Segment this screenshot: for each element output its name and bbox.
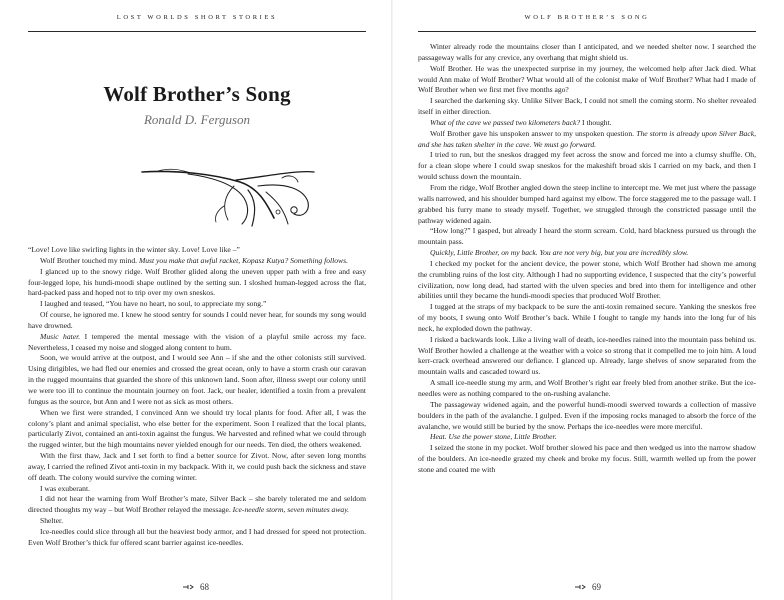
italic-run: Ice-needle storm, seven minutes away.: [232, 505, 350, 515]
italic-run: Must you make that awful racket, Kopasz Kutya? Something follows.: [138, 255, 348, 265]
paragraph: [418, 259, 756, 302]
text-run: Ice-needles could slice through all but the heaviest body armor, and I had dressed for speed not protection. Even Wolf Brother’s thick fur offered scant barrier against ice-needles.: [28, 526, 366, 547]
flourish-ornament: [138, 166, 318, 228]
paragraph: [28, 516, 366, 527]
text-run: I risked a backwards look. Like a living wall of death, ice-needles rained into the mountain pass behind us. Wolf Brother howled a challenge at the weather with a voice so strong that it compelled me to join him. A loud kerr-crack overhead answered our defiance. I glanced up. Already, large shelves of snow separated from the mountain walls and cascaded toward us.: [418, 334, 756, 377]
paragraph: [418, 335, 756, 378]
text-run: I tried to run, but the sneskos dragged my feet across the snow and forced me into a clumsy shuffle. Oh, for a clean slope where I could swap sneskos for the makeshift broad skis I carried on my back, and then I would schuss down the mountain.: [418, 150, 756, 182]
italic-run: Quickly, Little Brother, on my back. You are not very big, but you are incredibly slow.: [430, 248, 689, 258]
paragraph: [418, 443, 756, 476]
text-run: I seized the stone in my pocket. Wolf brother slowed his pace and then wedged us into the narrow shadow of the boulders. An ice-needle grazed my cheek and broke my focus. Still, warmth welled up from the power stone and coated me with: [418, 443, 756, 474]
paragraph: [418, 183, 756, 226]
text-run: I tugged at the straps of my backpack to be sure the anti-toxin remained secure. Yanking the sneskos free of my boots, I swung onto Wolf Brother’s back. While I fought to tangle my hands into the long fur of his neck, he exploded down the pathway.: [418, 302, 756, 333]
page-footer-left: [0, 582, 392, 592]
paragraph: [418, 150, 756, 183]
text-run: “How long?” I gasped, but already I heard the storm scream. Cold, hard blackness pursued us through the mountain pass.: [418, 226, 756, 247]
paragraph: [28, 484, 366, 495]
paragraph: [418, 226, 756, 248]
title-block: [28, 82, 366, 227]
paragraph: [28, 527, 366, 549]
page-number-left: 68: [200, 582, 209, 592]
paragraph: [28, 353, 366, 407]
paragraph: [28, 245, 366, 256]
right-page: [392, 0, 784, 600]
paragraph: [28, 256, 366, 267]
text-run: Winter already rode the mountains closer than I anticipated, and we needed shelter now. I searched the passageway walls for any crevice, any overhang that might shield us.: [418, 42, 756, 62]
italic-run: Music hater.: [40, 331, 81, 341]
paragraph: [418, 248, 756, 259]
body-text-left: [28, 245, 366, 549]
fleuron-icon: [183, 584, 195, 590]
text-run: I laughed and teased, “You have no heart, no soul, to appreciate my song.”: [40, 299, 267, 309]
italic-run: Heat. Use the power stone, Little Brother.: [430, 432, 557, 442]
paragraph: [28, 310, 366, 332]
running-head-left: LOST WORLDS SHORT STORIES: [116, 14, 278, 21]
header-rule-right: [418, 31, 756, 32]
text-run: I glanced up to the snowy ridge. Wolf Brother glided along the uneven upper path with a free and easy four-legged lope, his hundi-moodi shape outlined by the setting sun. I sloshed human-legged across the flat, hard-packed pass and hoped not to trip over my own sneskos.: [28, 266, 366, 298]
text-run: Soon, we would arrive at the outpost, and I would see Ann – if she and the other colonists still survived. Using dirigibles, we had fled our enemies and crossed the great ocean, only to have a storm crash our caravan in the rugged mountains that guarded the shore of this unknown land. Soon after, illness swept our colony until we were too ill to continue the mountain journey on foot. Jack, our healer, identified a toxin from a prevalent fungus as the source, but Ann and I were not as sick as most others.: [28, 353, 366, 406]
text-run: Shelter.: [40, 516, 63, 526]
paragraph: [418, 400, 756, 433]
page-footer-right: [392, 582, 784, 592]
text-run: I did not hear the warning from Wolf Brother’s mate, Silver Back – she barely tolerated me and seldom directed thoughts my way – but Wolf Brother relayed the message.: [28, 494, 366, 515]
text-run: I was exuberant.: [40, 483, 90, 493]
paragraph: [28, 267, 366, 300]
italic-run: What of the cave we passed two kilometers back?: [430, 117, 581, 127]
text-run: “Love! Love like swirling lights in the winter sky. Love! Love like –”: [28, 245, 240, 254]
fleuron-icon: [575, 584, 587, 590]
body-text-right: [418, 42, 756, 476]
paragraph: [418, 64, 756, 97]
text-run: I thought.: [580, 117, 612, 127]
paragraph: [28, 332, 366, 354]
page-number-right: 69: [592, 582, 601, 592]
paragraph: [418, 129, 756, 151]
text-run: The passageway widened again, and the powerful hundi-moodi swerved towards a collection of massive boulders in the path of the avalanche. I gulped. Even if the imposing rocks managed to absorb the force of the avalanche, we would still be buried by the snow. Perhaps the ice-needles were more merciful.: [418, 399, 756, 431]
paragraph: [28, 408, 366, 451]
text-run: A small ice-needle stung my arm, and Wolf Brother’s right ear freely bled from another strike. But the ice-needles were as nothing compared to the on-rushing avalanche.: [418, 378, 756, 398]
paragraph: [418, 96, 756, 118]
paragraph: [418, 118, 756, 129]
text-run: From the ridge, Wolf Brother angled down the steep incline to intercept me. We met just where the passage walls narrowed, and his shoulder bumped hard against my elbow. The force staggered me to the passage wall. I grabbed his furry mane to steady myself. Together, we struggled through the constricted passage until the pathway widened again.: [418, 182, 756, 225]
italic-run: The storm is already upon Silver Back, and she has taken shelter in the cave. We must go forward.: [418, 128, 756, 149]
text-run: Wolf Brother touched my mind.: [40, 255, 139, 265]
header-rule-left: [28, 31, 366, 32]
text-run: With the first thaw, Jack and I set forth to find a better source for Zivot. Now, after seven long months away, I carried the refined Zivot anti-toxin in my backpack. With it, we could push back the sickness and stave off death. The colony would survive the coming winter.: [28, 451, 366, 482]
paragraph: [418, 432, 756, 443]
text-run: When we first were stranded, I convinced Ann we should try local plants for food. After all, I was the colony’s plant and animal specialist, who else better for the experiment. Soon I realized that the local plants, particularly Zivot, contained an anti-toxin against the fungus. We harvested and refined what we could through the rugged winter, but the high mountains never yielded enough for our needs. Ten died, the others weakened.: [28, 407, 366, 450]
story-title: Wolf Brother’s Song: [103, 82, 291, 106]
running-head-right: WOLF BROTHER’S SONG: [524, 14, 650, 21]
paragraph: [418, 302, 756, 335]
paragraph: [418, 42, 756, 64]
text-run: I checked my pocket for the ancient device, the power stone, which Wolf Brother had shown me among the crumbling ruins of the lost city. Although I had no supporting evidence, I suspected that the city’s powerful civilization, now long dead, had started with the ulven species and bred into them for intelligence and other abilities until they became the hundi-moodi species that produced Wolf Brother.: [418, 258, 756, 301]
paragraph: [28, 451, 366, 484]
author-name: Ronald D. Ferguson: [143, 112, 251, 127]
text-run: Of course, he ignored me. I knew he stood sentry for sounds I could never hear, for sounds my song would have drowned.: [28, 310, 366, 330]
paragraph: [28, 299, 366, 310]
text-run: Wolf Brother gave his unspoken answer to my unspoken question.: [430, 128, 637, 138]
text-run: I searched the darkening sky. Unlike Silver Back, I could not smell the coming storm. No shelter revealed itself in either direction.: [418, 96, 756, 117]
text-run: Wolf Brother. He was the unexpected surprise in my journey, the welcomed help after Jack died. What would Ann make of Wolf Brother? What would all of the colonist make of Wolf Brother? What had I made of Wolf Brother when we first met five months ago?: [418, 63, 756, 95]
paragraph: [28, 494, 366, 516]
paragraph: [418, 378, 756, 400]
text-run: I tempered the mental message with the vision of a playful smile across my face. Nevertheless, I ceased my noise and slogged along content to hum.: [28, 331, 366, 352]
